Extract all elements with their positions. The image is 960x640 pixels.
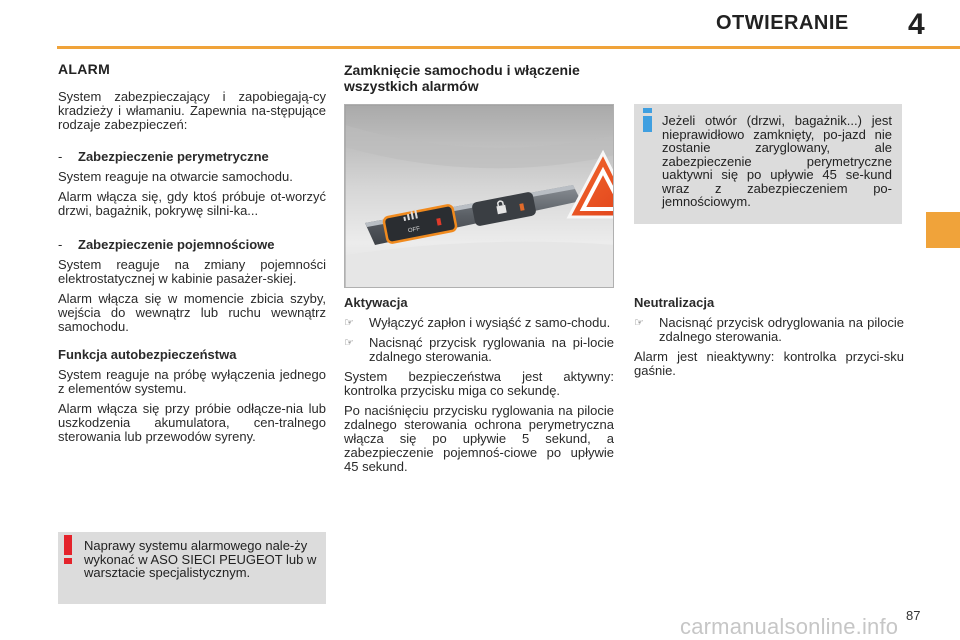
perimeter-heading-text: Zabezpieczenie perymetryczne	[78, 149, 269, 164]
volumetric-heading-text: Zabezpieczenie pojemnościowe	[78, 237, 275, 252]
dash-mark: -	[58, 149, 63, 164]
exclamation-icon	[64, 535, 74, 565]
activation-heading: Aktywacja	[344, 295, 408, 310]
alarm-section	[58, 62, 326, 450]
hand-pointer-icon: ☞	[634, 317, 644, 329]
dash-mark: -	[58, 237, 63, 252]
activation-paragraph-2: Po naciśnięciu przycisku ryglowania na pilocie zdalnego sterowania ochrona perymetryczna włącza się po upływie 5 sekund, a zabezpieczenie pojemnoś-ciowe po upływie 45 sekund.	[344, 403, 614, 474]
activation-paragraph-1: System bezpieczeństwa jest aktywny: kontrolka przycisku miga co sekundę.	[344, 369, 614, 398]
info-icon	[643, 108, 653, 132]
alarm-button-photo	[344, 104, 614, 288]
list-item	[344, 336, 614, 364]
chapter-number: 4	[908, 8, 925, 41]
dashboard-illustration	[345, 105, 614, 288]
list-item	[344, 316, 614, 330]
self-protection-heading: Funkcja autobezpieczeństwa	[58, 347, 237, 362]
intro-paragraph: System zabezpieczający i zapobiegają-cy kradzieży i włamaniu. Zapewnia na-stępujące rodzaje zabezpieczeń:	[58, 89, 326, 132]
hand-pointer-icon: ☞	[344, 337, 354, 349]
chapter-tab	[926, 212, 960, 248]
info-note-text: Jeżeli otwór (drzwi, bagażnik...) jest nieprawidłowo zamknięty, po-jazd nie zostanie zaryglowany, ale zabezpieczenie perymetryczne uaktywni się po upływie 45 se-kund wraz z zabezpieczeniem po-jemnościowym.	[662, 113, 892, 209]
volumetric-heading	[58, 238, 326, 252]
volumetric-paragraph-1: System reaguje na zmiany pojemności elektrostatycznej w kabinie pasażer-skiej.	[58, 257, 326, 286]
page-number: 87	[906, 608, 921, 623]
self-protection-paragraph-1: System reaguje na próbę wyłączenia jednego z elementów systemu.	[58, 367, 326, 396]
volumetric-paragraph-2: Alarm włącza się w momencie zbicia szyby, wejścia do wewnątrz lub ruchu wewnątrz samochodu.	[58, 291, 326, 334]
self-protection-paragraph-2: Alarm włącza się przy próbie odłącze-nia lub uszkodzenia akumulatora, cen-tralnego sterowania lub przewodów syreny.	[58, 401, 326, 444]
header-rule	[57, 46, 960, 49]
hand-pointer-icon: ☞	[344, 317, 354, 329]
warning-note	[58, 532, 326, 604]
off-label: OFF	[407, 226, 421, 235]
info-note	[634, 104, 902, 224]
neutralization-heading: Neutralizacja	[634, 295, 715, 310]
perimeter-heading	[58, 150, 326, 164]
watermark: carmanualsonline.info	[680, 614, 899, 639]
activation-step-2: Nacisnąć przycisk ryglowania na pi-locie zdalnego sterowania.	[369, 335, 614, 364]
perimeter-paragraph-1: System reaguje na otwarcie samochodu.	[58, 169, 293, 184]
activation-step-1: Wyłączyć zapłon i wysiąść z samo-chodu.	[369, 315, 611, 330]
subsection-title: Zamknięcie samochodu i włączenie wszystkich alarmów	[344, 62, 580, 94]
neutralization-paragraph-1: Alarm jest nieaktywny: kontrolka przyci-sku gaśnie.	[634, 349, 904, 378]
chapter-title: OTWIERANIE	[716, 12, 849, 34]
neutralization-section	[634, 296, 904, 384]
section-title: ALARM	[58, 61, 111, 77]
perimeter-paragraph-2: Alarm włącza się, gdy ktoś próbuje ot-worzyć drzwi, bagażnik, pokrywę silni-ka...	[58, 189, 326, 218]
list-item	[634, 316, 904, 344]
warning-note-text: Naprawy systemu alarmowego nale-ży wykonać w ASO SIECI PEUGEOT lub w warsztacie specjalistycznym.	[84, 538, 317, 580]
activation-section	[344, 296, 614, 480]
neutralization-step-1: Nacisnąć przycisk odryglowania na pilocie zdalnego sterowania.	[659, 315, 904, 344]
